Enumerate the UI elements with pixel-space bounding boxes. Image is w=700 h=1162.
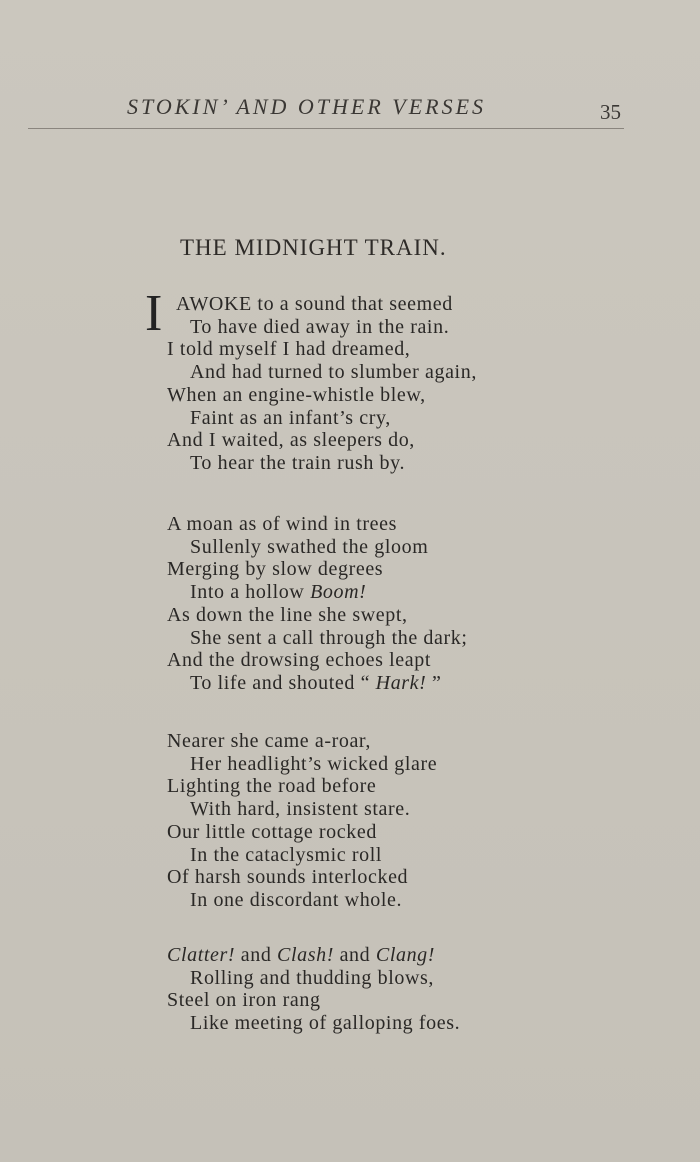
- poem-line: To have died away in the rain.: [190, 315, 450, 338]
- poem-line: Like meeting of galloping foes.: [190, 1012, 461, 1035]
- poem-line: To hear the train rush by.: [190, 451, 406, 474]
- poem-line: Faint as an infant’s cry,: [190, 406, 391, 429]
- poem-line: Rolling and thudding blows,: [190, 966, 434, 989]
- poem-line: [167, 672, 597, 695]
- poem-line: Of harsh sounds interlocked: [167, 866, 409, 889]
- running-title: STOKIN’ AND OTHER VERSES: [127, 94, 487, 119]
- emphasis-text: Clatter!: [167, 944, 236, 966]
- poem-line: And had turned to slumber again,: [190, 361, 477, 384]
- poem-line: Sullenly swathed the gloom: [190, 535, 429, 558]
- header-rule: [28, 128, 624, 129]
- poem-line: Lighting the road before: [167, 775, 377, 798]
- poem-line: As down the line she swept,: [167, 603, 408, 626]
- poem-title: THE MIDNIGHT TRAIN.: [180, 235, 447, 260]
- poem-line: A moan as of wind in trees: [167, 513, 398, 535]
- emphasis-text: Boom!: [310, 581, 367, 604]
- page-header: [0, 92, 700, 132]
- poem-line: AWOKE to a sound that seemed: [176, 293, 453, 315]
- line-text: To life and shouted “: [190, 671, 376, 694]
- poem-line: With hard, insistent stare.: [190, 798, 411, 821]
- poem-line: She sent a call through the dark;: [190, 626, 468, 649]
- poem-line: [167, 944, 597, 967]
- line-text: and: [333, 944, 376, 966]
- emphasis-text: Hark!: [375, 671, 427, 694]
- poem-line: Our little cottage rocked: [167, 820, 377, 843]
- emphasis-text: Clash!: [277, 944, 334, 966]
- page-number: 35: [600, 100, 621, 124]
- poem-line: In the cataclysmic roll: [190, 843, 383, 866]
- drop-cap: I: [145, 285, 163, 342]
- stanza-4: [167, 944, 597, 1035]
- stanza-2: [167, 513, 597, 695]
- line-text: and: [235, 944, 278, 966]
- line-text: ”: [426, 671, 442, 694]
- poem-line: And I waited, as sleepers do,: [167, 429, 415, 452]
- poem-line: Her headlight’s wicked glare: [190, 752, 438, 775]
- poem-line: When an engine-whistle blew,: [167, 383, 426, 406]
- poem-line: In one discordant whole.: [190, 888, 403, 911]
- poem-line: Nearer she came a-roar,: [167, 730, 371, 752]
- stanza-3: [167, 730, 597, 912]
- emphasis-text: Clang!: [375, 944, 436, 966]
- poem-line: Steel on iron rang: [167, 989, 321, 1012]
- stanza-1: [167, 293, 597, 475]
- poem-line: And the drowsing echoes leapt: [167, 649, 432, 672]
- line-text: Into a hollow: [190, 581, 311, 604]
- poem-line: [167, 581, 597, 604]
- poem-line: Merging by slow degrees: [167, 558, 384, 581]
- poem-line: I told myself I had dreamed,: [167, 338, 411, 361]
